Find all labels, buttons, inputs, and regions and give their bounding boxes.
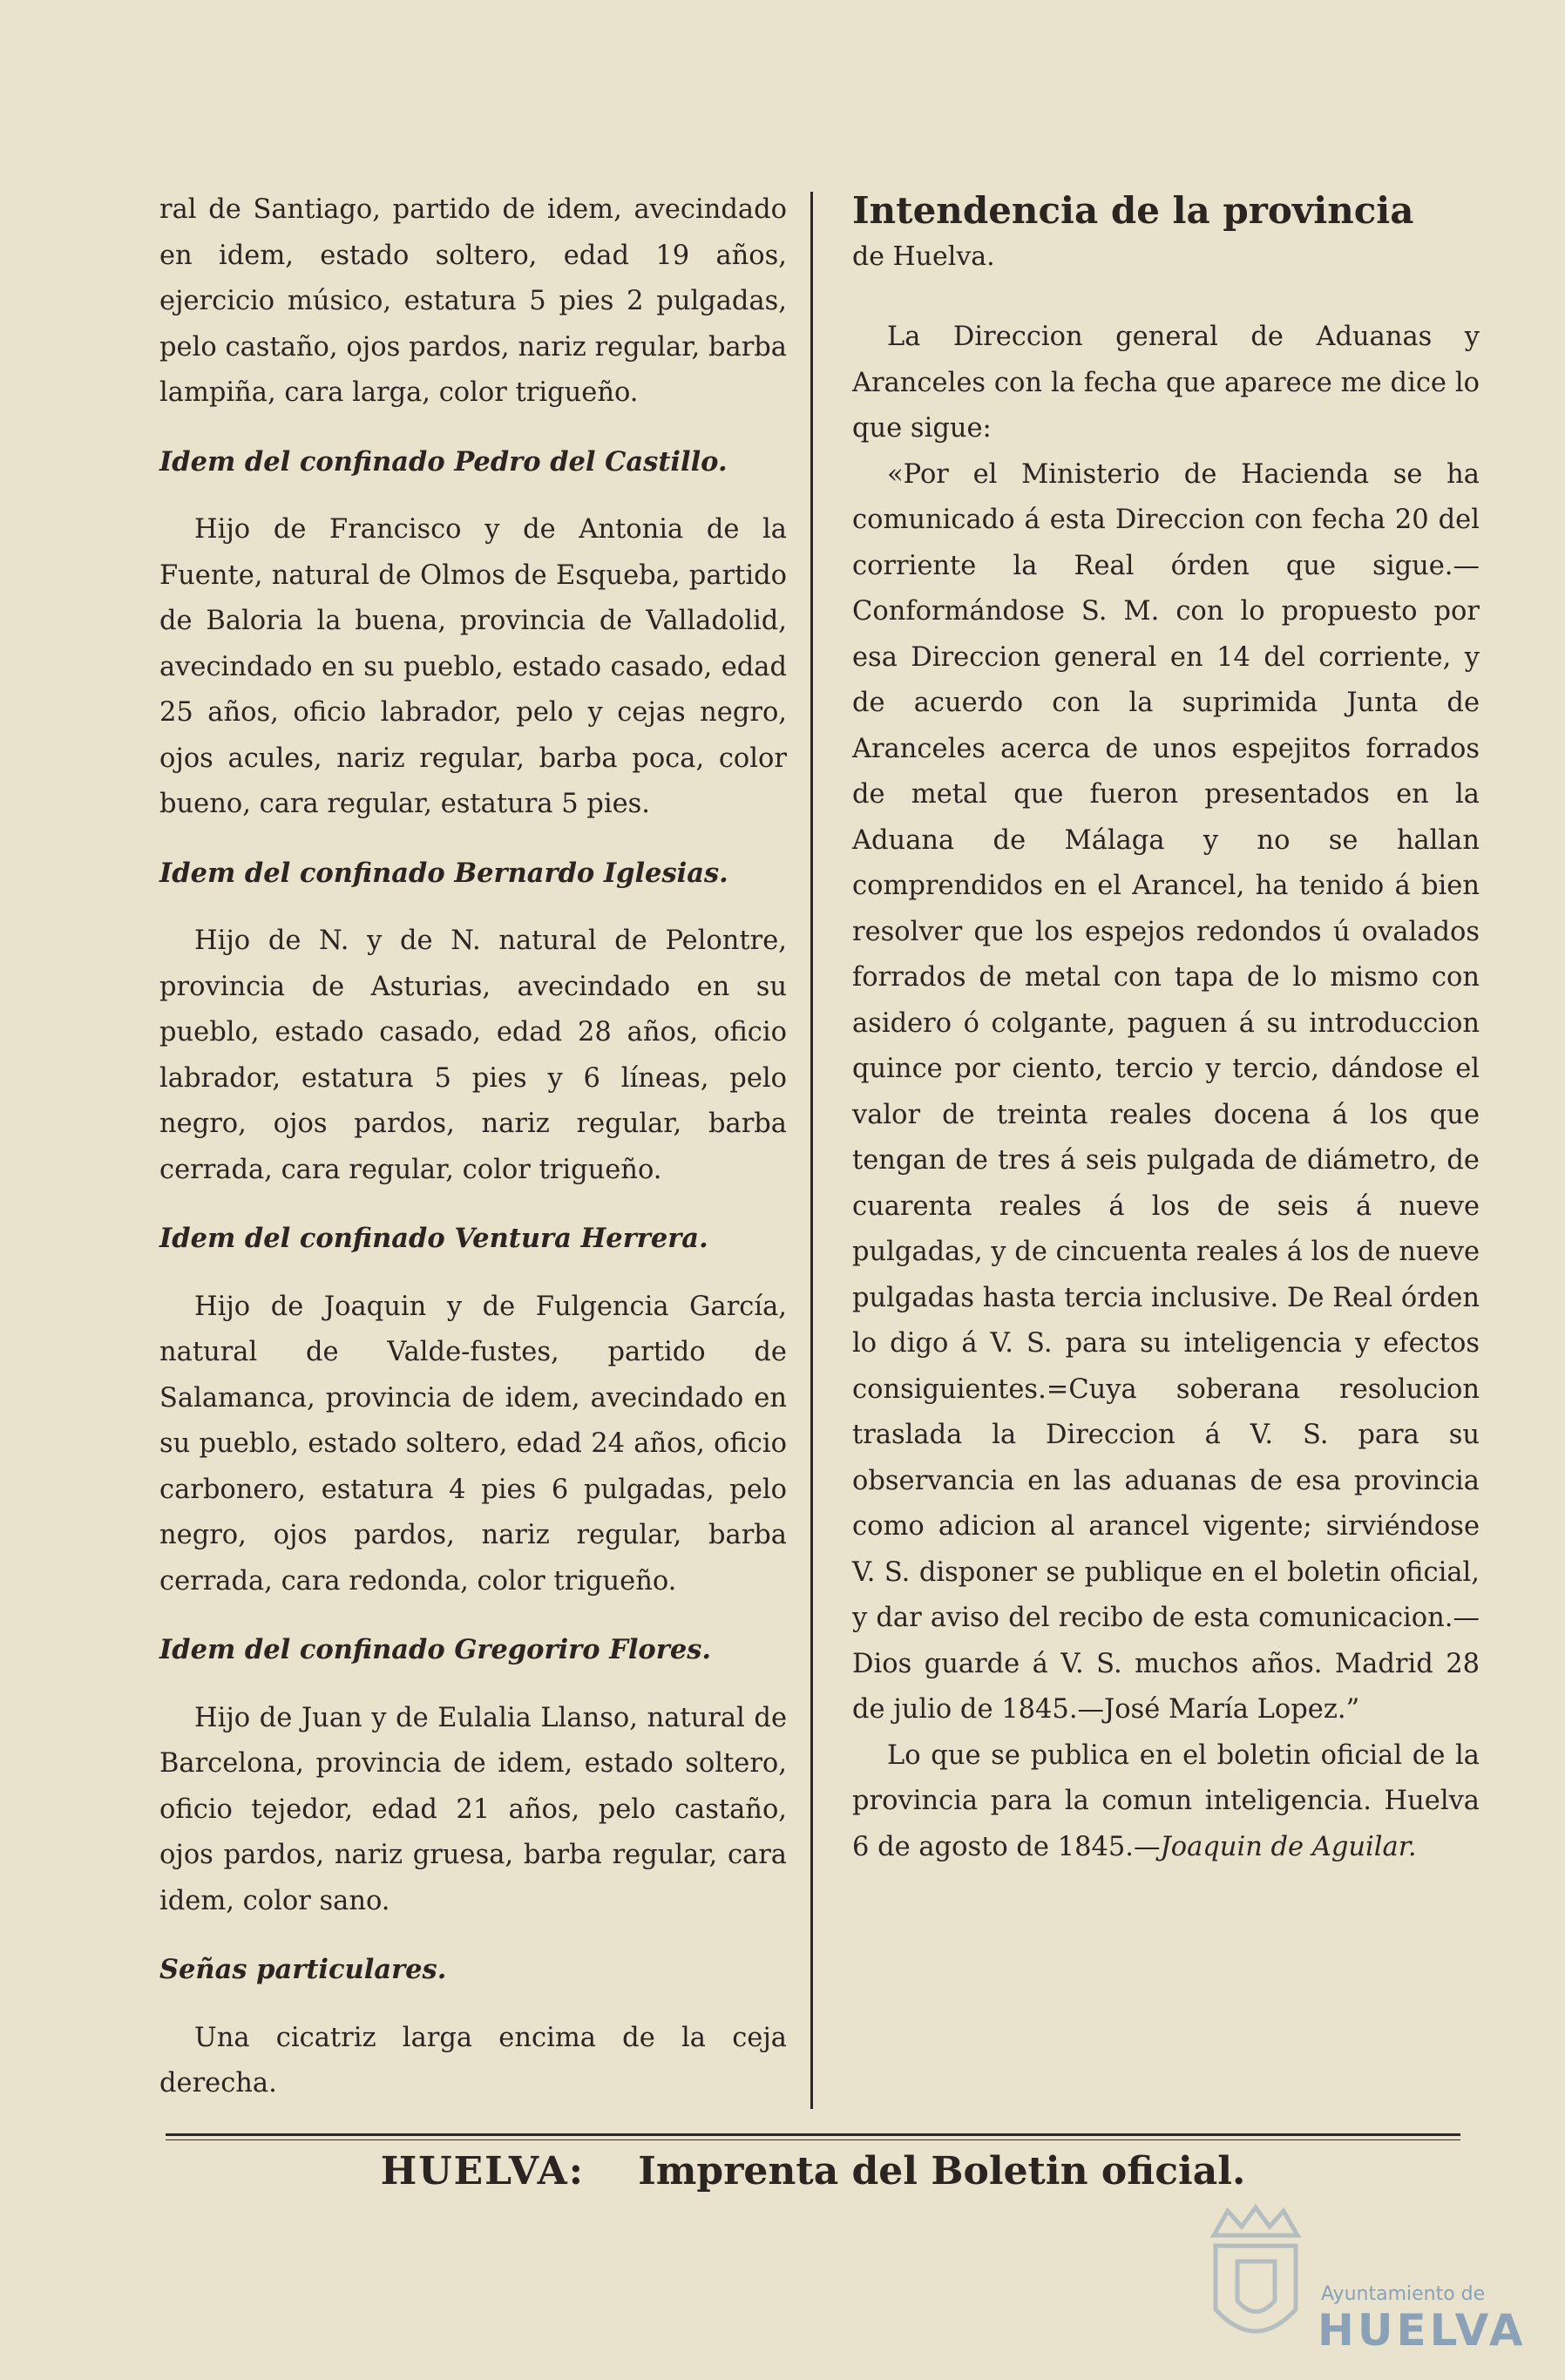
paragraph: ral de Santiago, partido de idem, avecindado en idem, estado soltero, edad 19 años, ejercicio músico, estatura 5 pies 2 pulgadas, pelo castaño, ojos pardos, nariz regular, barba lampiña, cara larga, color trigueño. — [159, 194, 787, 408]
watermark-brand: Ayuntamiento de — [1321, 2283, 1486, 2305]
section-heading: Idem del confinado Ventura Herrera. — [159, 1223, 708, 1254]
imprint-footer — [166, 2144, 1460, 2200]
paragraph: Hijo de Francisco y de Antonia de la Fuente, natural de Olmos de Esqueba, partido de Baloria la buena, provincia de Valladolid, avecindado en su pueblo, estado casado, edad 25 años, oficio labrador, pelo y cejas negro, ojos acules, nariz regular, barba poca, color bueno, cara regular, estatura 5 pies. — [159, 514, 787, 819]
paragraph — [852, 1733, 1480, 1871]
footer-rule — [166, 2133, 1460, 2136]
article-title: Intendencia de la provincia — [852, 189, 1414, 232]
watermark-name: HUELVA — [1318, 2305, 1527, 2356]
section-heading: Señas particulares. — [159, 1954, 447, 1985]
section-heading: Idem del confinado Gregoriro Flores. — [159, 1634, 712, 1665]
paragraph: Hijo de N. y de N. natural de Pelontre, provincia de Asturias, avecindado en su pueblo, estado casado, edad 28 años, oficio labrador, estatura 5 pies y 6 líneas, pelo negro, ojos pardos, nariz regular, barba cerrada, cara regular, color trigueño. — [159, 926, 787, 1185]
signature: Joaquin de Aguilar. — [1160, 1831, 1417, 1862]
paragraph: «Por el Ministerio de Hacienda se ha comunicado á esta Direccion con fecha 20 del corriente la Real órden que sigue.—Conformándose S. M. con lo propuesto por esa Direccion general en 14 del corriente, y de acuerdo con la suprimida Junta de Aranceles acerca de unos espejitos forrados de metal que fueron presentados en la Aduana de Málaga y no se hallan comprendidos en el Arancel, ha tenido á bien resolver que los espejos redondos ú ovalados forrados de metal con tapa de lo mismo con asidero ó colgante, paguen á su introduccion quince por ciento, tercio y tercio, dándose el valor de treinta reales docena á los que tengan de tres á seis pulgada de diámetro, de cuarenta reales á los de seis á nueve pulgadas, y de cincuenta reales á los de nueve pulgadas hasta tercia inclusive. De Real órden lo digo á V. S. para su inteligencia y efectos consiguientes.=Cuya soberana resolucion traslada la Direccion á V. S. para su observancia en las aduanas de esa provincia como adicion al arancel vigente; sirviéndose V. S. disponer se publique en el boletin oficial, y dar aviso del recibo de esta comunicacion.—Dios guarde á V. S. muchos años. Madrid 28 de julio de 1845.—José María Lopez.” — [852, 458, 1480, 1725]
section-heading: Idem del confinado Bernardo Iglesias. — [159, 857, 728, 889]
paragraph: Una cicatriz larga encima de la ceja derecha. — [159, 2022, 787, 2099]
left-column — [159, 187, 787, 2107]
imprint-printer: Imprenta del Boletin oficial. — [638, 2149, 1246, 2194]
paragraph: La Direccion general de Aduanas y Aranceles con la fecha que aparece me dice lo que sigue: — [852, 322, 1480, 444]
imprint-place: HUELVA: — [380, 2149, 585, 2194]
paragraph: Hijo de Joaquin y de Fulgencia García, natural de Valde-fustes, partido de Salamanca, provincia de idem, avecindado en su pueblo, estado soltero, edad 24 años, oficio carbonero, estatura 4 pies 6 pulgadas, pelo negro, ojos pardos, nariz regular, barba cerrada, cara redonda, color trigueño. — [159, 1291, 787, 1597]
paragraph: Hijo de Juan y de Eulalia Llanso, natural de Barcelona, provincia de idem, estado soltero, oficio tejedor, edad 21 años, pelo castaño, ojos pardos, nariz gruesa, barba regular, cara idem, color sano. — [159, 1702, 787, 1916]
article-subtitle: de Huelva. — [852, 241, 995, 272]
column-divider — [810, 192, 813, 2109]
section-heading: Idem del confinado Pedro del Castillo. — [159, 445, 728, 478]
closing-text: Lo que se publica en el boletin oficial de la provincia para la comun inteligencia. Huelva 6 de agosto de 1845.— — [852, 1739, 1480, 1862]
right-column — [852, 187, 1480, 1870]
footer-rule-thin — [166, 2139, 1460, 2140]
